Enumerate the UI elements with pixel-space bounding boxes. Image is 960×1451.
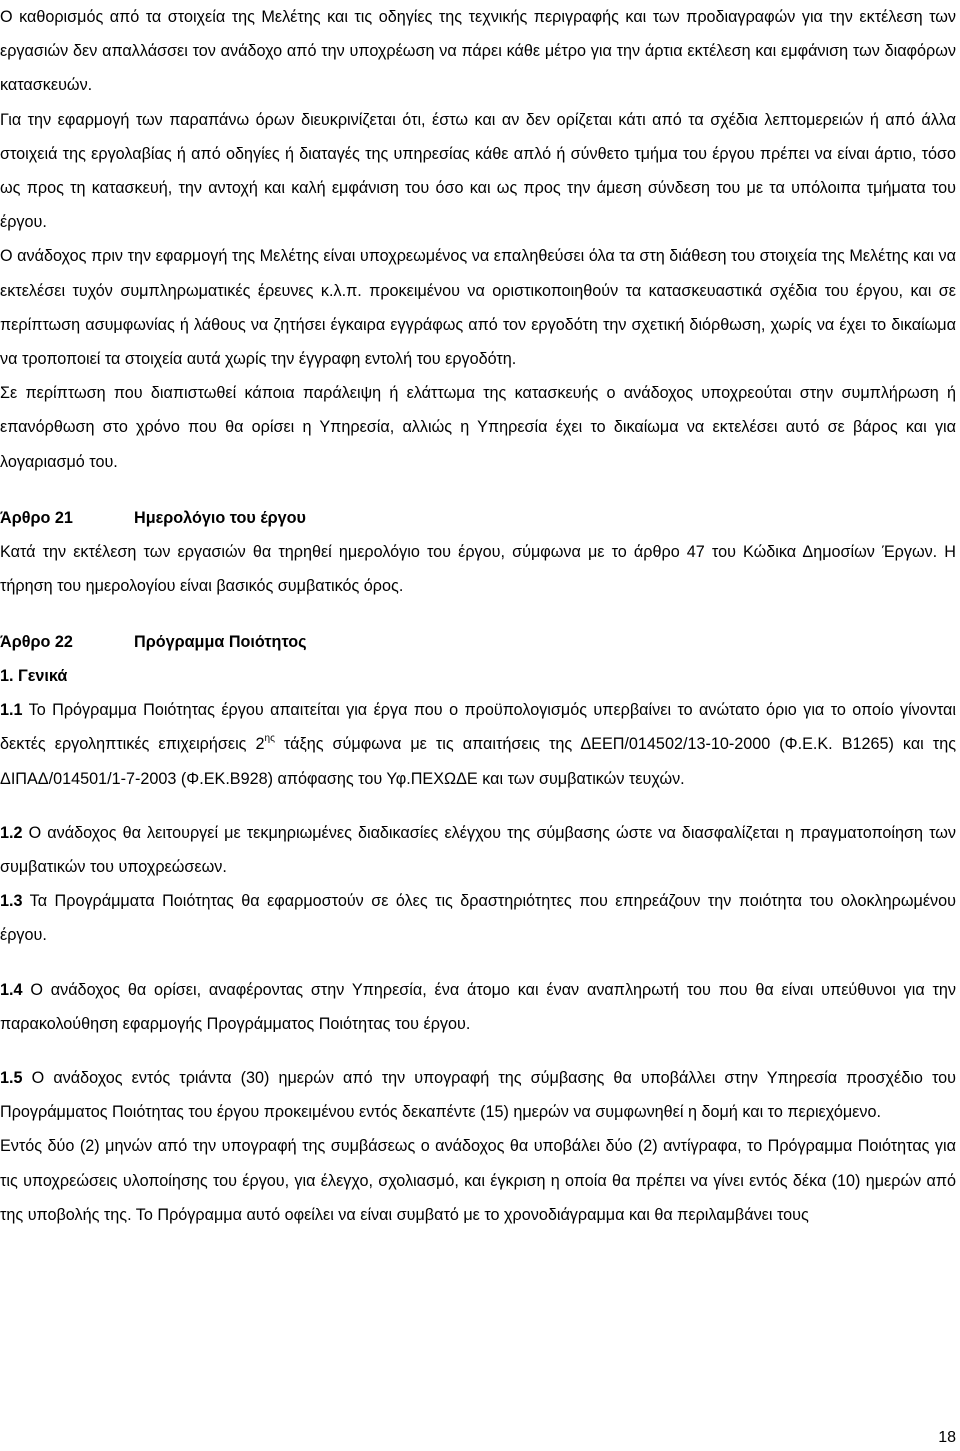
item-1-1-number: 1.1 [0, 701, 23, 720]
item-1-2-number: 1.2 [0, 823, 23, 842]
section-general-heading: 1. Γενικά [0, 667, 68, 686]
spacer [0, 603, 956, 625]
spacer [0, 1041, 956, 1061]
final-paragraph: Εντός δύο (2) μηνών από την υπογραφή της συμβάσεως ο ανάδοχος θα υποβάλει δύο (2) αντίγραφα, το Πρόγραμμα Ποιότητας για τις υποχρεώσεις υλοποίησης του έργου, για έλεγχο, σχολιασμό, και έγκριση η οποία θα πρέπει να γίνει εντός δέκα (10) ημερών από της υποβολής της. Το Πρόγραμμα αυτό οφείλει να είναι συμβατό με το χρονοδιάγραμμα και θα περιλαμβάνει τους [0, 1137, 956, 1224]
article-21-heading [0, 501, 956, 535]
intro-paragraph-4: Σε περίπτωση που διαπιστωθεί κάποια παράλειψη ή ελάττωμα της κατασκευής ο ανάδοχος υποχρεούται στην συμπλήρωση ή επανόρθωση στο χρόνο που θα ορίσει η Υπηρεσία, αλλιώς η Υπηρεσία έχει το δικαίωμα να εκτελέσει αυτό σε βάρος και για λογαριασμό του. [0, 384, 956, 471]
article-21-title: Ημερολόγιο του έργου [134, 508, 306, 527]
item-1-5-text: Ο ανάδοχος εντός τριάντα (30) ημερών από την υπογραφή της σύμβασης θα υποβάλλει στην Υπηρεσία προσχέδιο του Προγράμματος Ποιότητας του έργου προκειμένου εντός δεκαπέντε (15) ημερών να συμφωνηθεί η δομή και το περιεχόμενο. [0, 1069, 956, 1122]
item-1-5 [0, 1061, 956, 1129]
item-1-2 [0, 816, 956, 884]
article-21-number: Άρθρο 21 [0, 508, 73, 527]
item-1-4 [0, 973, 956, 1041]
item-1-1-superscript: ης [264, 733, 275, 745]
item-1-1-text-b: τάξης σύμφωνα με τις απαιτήσεις της ΔΕΕΠ/014502/13-10-2000 (Φ.Ε.Κ. Β1265) και της ΔΙΠΑΔ/014501/1-7-2003 (Φ.ΕΚ.Β928) απόφασης του Υφ.ΠΕΧΩΔΕ και των συμβατικών τευχών. [0, 735, 956, 788]
article-22-title: Πρόγραμμα Ποιότητος [134, 633, 307, 652]
spacer [0, 953, 956, 973]
item-1-1 [0, 693, 956, 796]
item-1-5-number: 1.5 [0, 1069, 23, 1088]
spacer [0, 796, 956, 816]
item-1-3-number: 1.3 [0, 892, 23, 911]
intro-paragraph-3: Ο ανάδοχος πριν την εφαρμογή της Μελέτης είναι υποχρεωμένος να επαληθεύσει όλα τα στη διάθεση του στοιχεία της Μελέτης και να εκτελέσει τυχόν συμπληρωματικές έρευνες κ.λ.π. προκειμένου να οριστικοποιηθούν τα κατασκευαστικά σχέδια του έργου, και σε περίπτωση ασυμφωνίας ή λάθους να ζητήσει έγκαιρα εγγράφως από τον εργοδότη την σχετική διόρθωση, χωρίς να έχει το δικαίωμα να τροποποιεί τα στοιχεία αυτά χωρίς την έγγραφη εντολή του εργοδότη. [0, 247, 956, 369]
spacer [0, 479, 956, 501]
item-1-4-number: 1.4 [0, 980, 23, 999]
article-22-number: Άρθρο 22 [0, 633, 73, 652]
article-22-heading [0, 625, 956, 659]
item-1-4-text: Ο ανάδοχος θα ορίσει, αναφέροντας στην Υπηρεσία, ένα άτομο και έναν αναπληρωτή του που θα είναι υπεύθυνοι για την παρακολούθηση εφαρμογής Προγράμματος Ποιότητας του έργου. [0, 980, 956, 1033]
item-1-3-text: Τα Προγράμματα Ποιότητας θα εφαρμοστούν σε όλες τις δραστηριότητες που επηρεάζουν την ποιότητα του ολοκληρωμένου έργου. [0, 892, 956, 945]
item-1-3 [0, 884, 956, 952]
page-number: 18 [938, 1429, 956, 1446]
item-1-2-text: Ο ανάδοχος θα λειτουργεί με τεκμηριωμένες διαδικασίες ελέγχου της σύμβασης ώστε να διασφαλίζεται η πραγματοποίηση των συμβατικών του υποχρεώσεων. [0, 823, 956, 877]
intro-paragraph-2: Για την εφαρμογή των παραπάνω όρων διευκρινίζεται ότι, έστω και αν δεν ορίζεται κάτι από τα σχέδια λεπτομερειών ή από άλλα στοιχειά της εργολαβίας ή από οδηγίες ή διαταγές της υπηρεσίας κάθε απλό ή σύνθετο τμήμα του έργου πρέπει να είναι άρτιο, τόσο ως προς τη κατασκευή, την αντοχή και καλή εμφάνιση του όσο και ως προς την άμεση σύνδεση του με τα υπόλοιπα τμήματα του έργου. [0, 110, 956, 232]
article-21-body: Κατά την εκτέλεση των εργασιών θα τηρηθεί ημερολόγιο του έργου, σύμφωνα με το άρθρο 47 του Κώδικα Δημοσίων Έργων. Η τήρηση του ημερολογίου είναι βασικός συμβατικός όρος. [0, 542, 956, 596]
item-1-1-text-a: Το Πρόγραμμα Ποιότητας έργου απαιτείται για έργα που ο προϋπολογισμός υπερβαίνει το ανώτατο όριο για το οποίο γίνονται δεκτές εργοληπτικές επιχειρήσεις 2 [0, 701, 956, 754]
intro-paragraph-1: Ο καθορισμός από τα στοιχεία της Μελέτης και τις οδηγίες της τεχνικής περιγραφής και των προδιαγραφών για την εκτέλεση των εργασιών δεν απαλλάσσει τον ανάδοχο από την υποχρέωση να πάρει κάθε μέτρο για την άρτια εκτέλεση και εμφάνιση των διαφόρων κατασκευών. [0, 8, 956, 95]
